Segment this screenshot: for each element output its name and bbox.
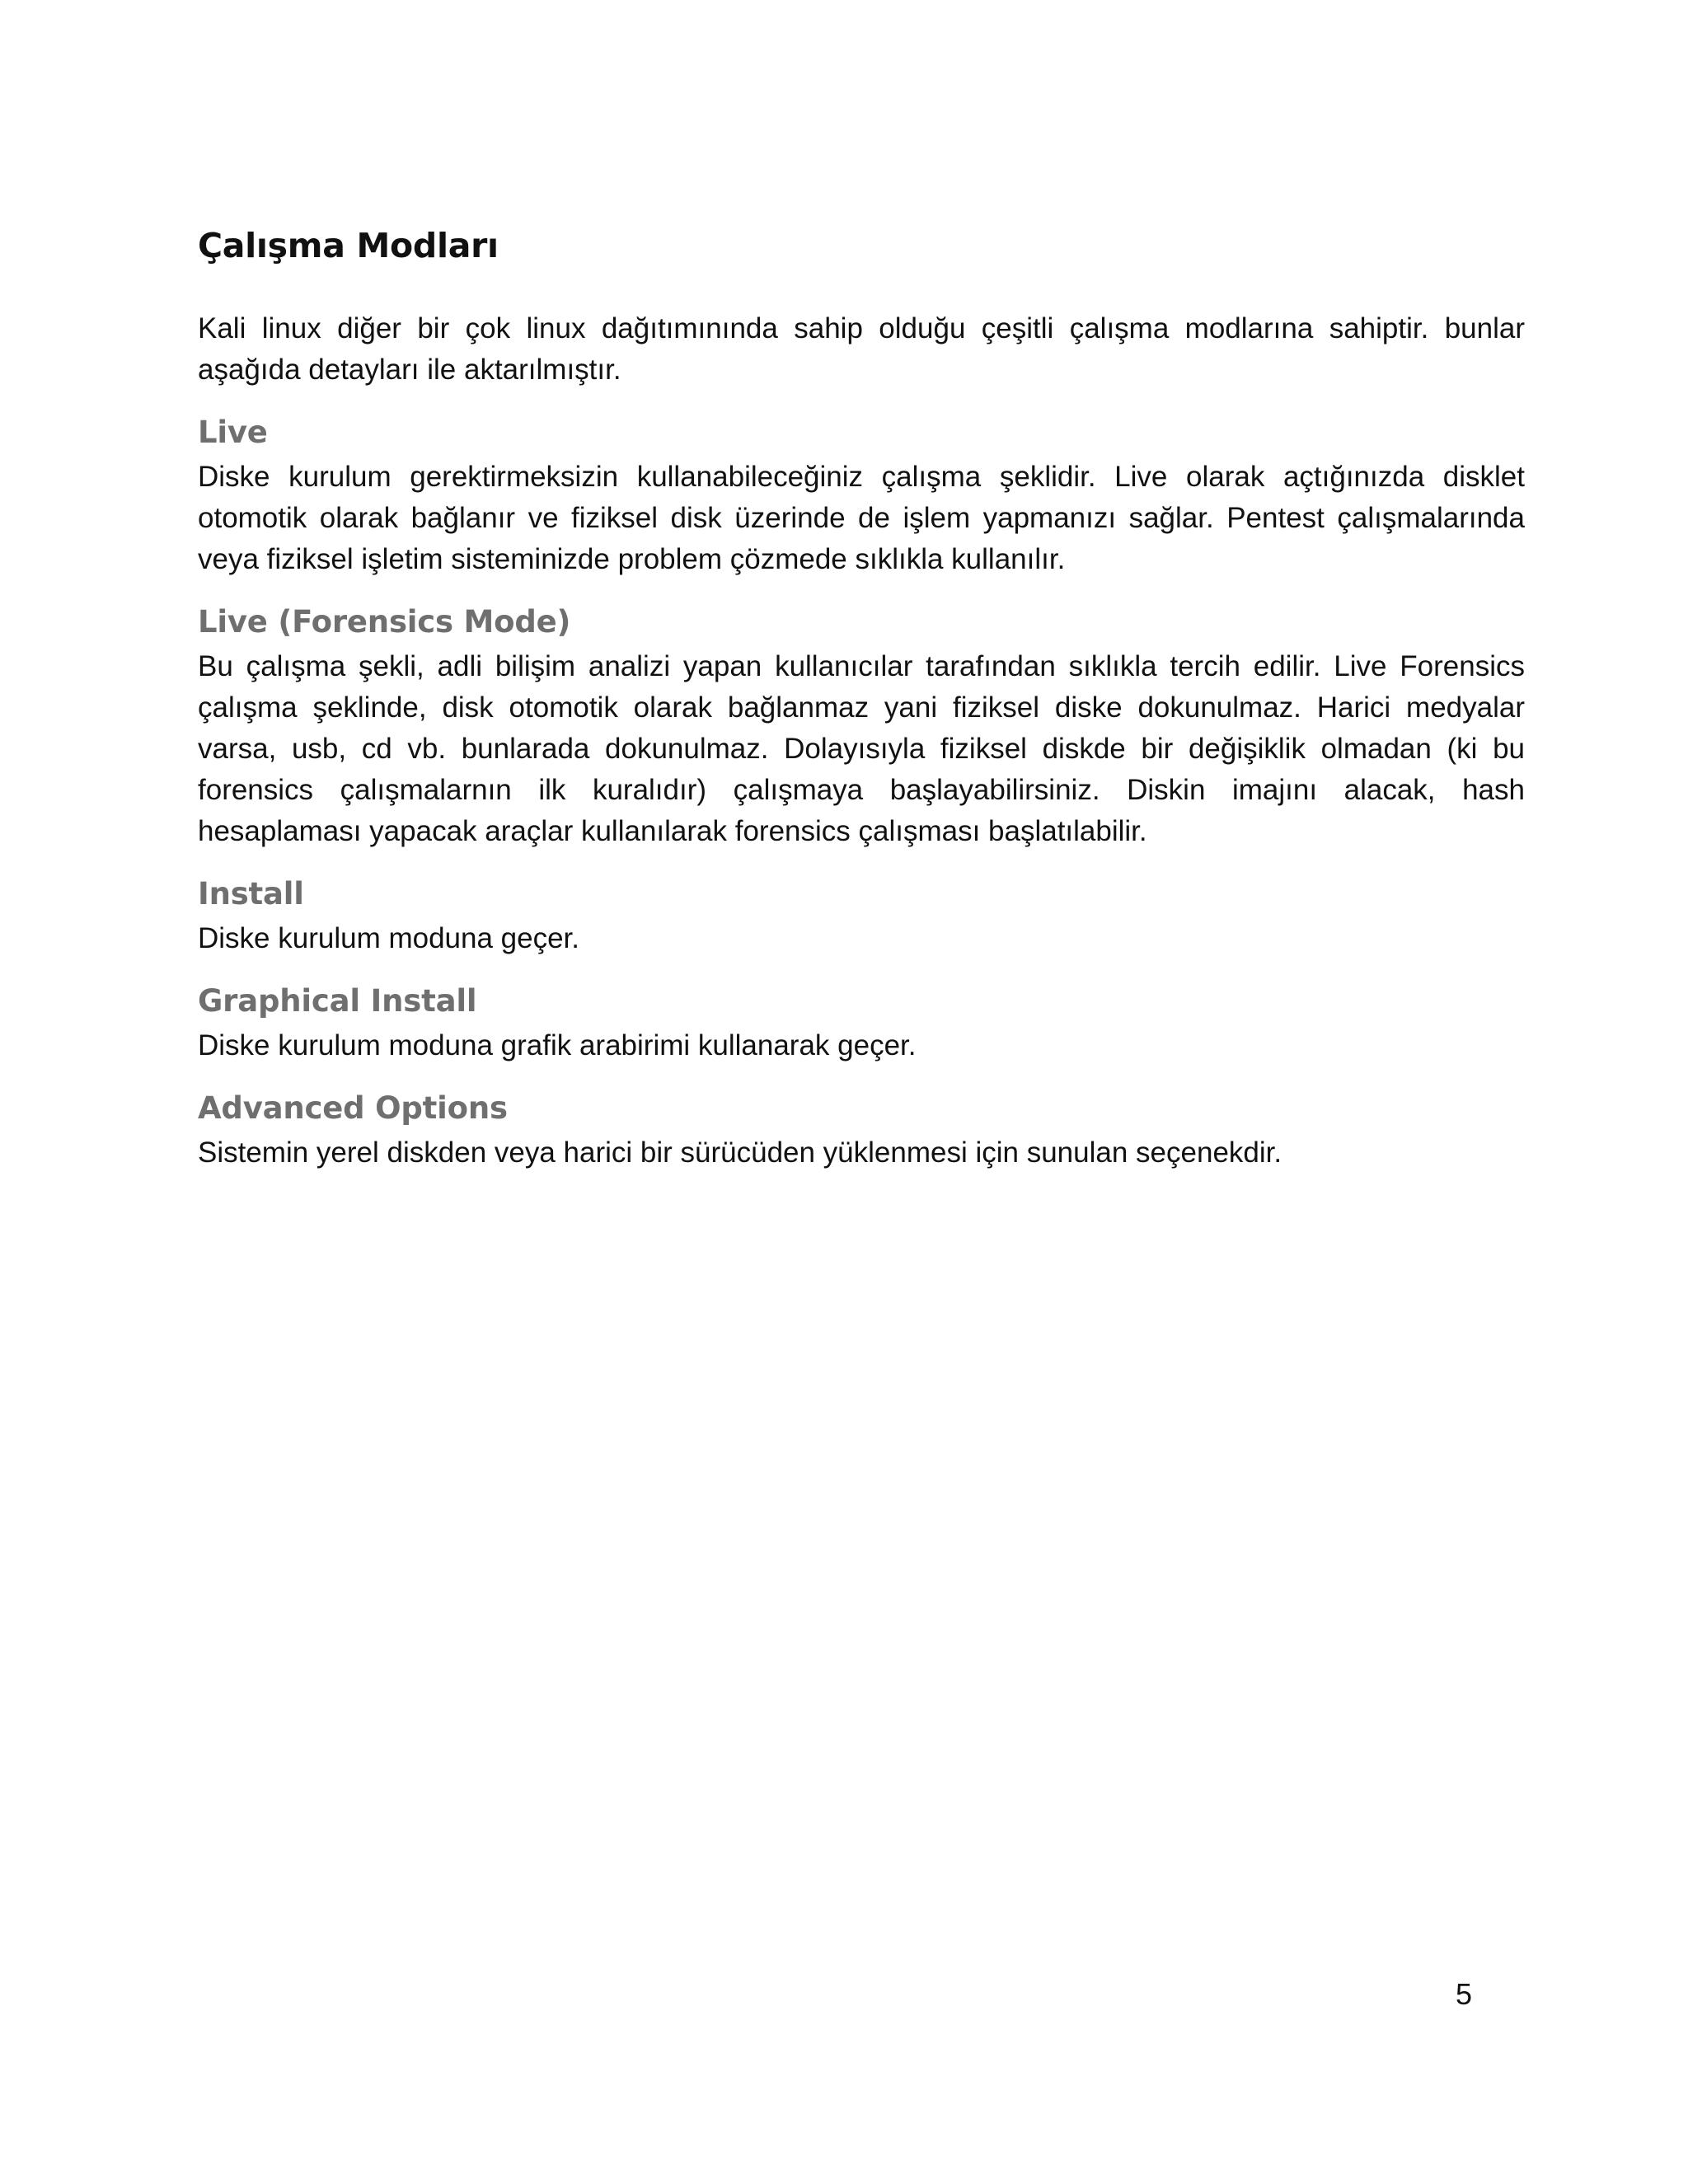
section-heading: Live — [198, 415, 268, 450]
page-content — [198, 223, 1525, 1174]
section-body: Bu çalışma şekli, adli bilişim analizi yapan kullanıcılar tarafından sıklıkla tercih edilir. Live Forensics çalışma şeklinde, disk otomotik olarak bağlanmaz yani fiziksel diske dokunulmaz. Harici medyalar varsa, usb, cd vb. bunlarada dokunulmaz. Dolayısıyla fiziksel diskde bir değişiklik olmadan (ki bu forensics çalışmalarnın ilk kuralıdır) çalışmaya başlayabilirsiniz. Diskin imajını alacak, hash hesaplaması yapacak araçlar kullanılarak forensics çalışması başlatılabilir. — [198, 650, 1525, 847]
section-heading: Advanced Options — [198, 1090, 508, 1126]
section-graphical-install — [198, 979, 1525, 1066]
section-body: Sistemin yerel diskden veya harici bir sürücüden yüklenmesi için sunulan seçenekdir. — [198, 1137, 1282, 1169]
section-heading: Live (Forensics Mode) — [198, 604, 571, 640]
section-live-forensics — [198, 600, 1525, 852]
section-advanced-options — [198, 1086, 1525, 1174]
section-body: Diske kurulum gerektirmeksizin kullanabileceğiniz çalışma şeklidir. Live olarak açtığınızda disklet otomotik olarak bağlanır ve fiziksel disk üzerinde de işlem yapmanızı sağlar. Pentest çalışmalarında veya fiziksel işletim sisteminizde problem çözmede sıklıkla kullanılır. — [198, 461, 1525, 575]
intro-paragraph: Kali linux diğer bir çok linux dağıtımınında sahip olduğu çeşitli çalışma modlarına sahiptir. bunlar aşağıda detayları ile aktarılmıştır. — [198, 312, 1525, 386]
section-live — [198, 410, 1525, 580]
page-title: Çalışma Modları — [198, 226, 499, 265]
section-body: Diske kurulum moduna grafik arabirimi kullanarak geçer. — [198, 1029, 917, 1062]
section-heading: Graphical Install — [198, 983, 477, 1019]
section-heading: Install — [198, 876, 304, 912]
page-number: 5 — [1456, 1977, 1473, 2011]
section-install — [198, 872, 1525, 959]
section-body: Diske kurulum moduna geçer. — [198, 922, 579, 954]
